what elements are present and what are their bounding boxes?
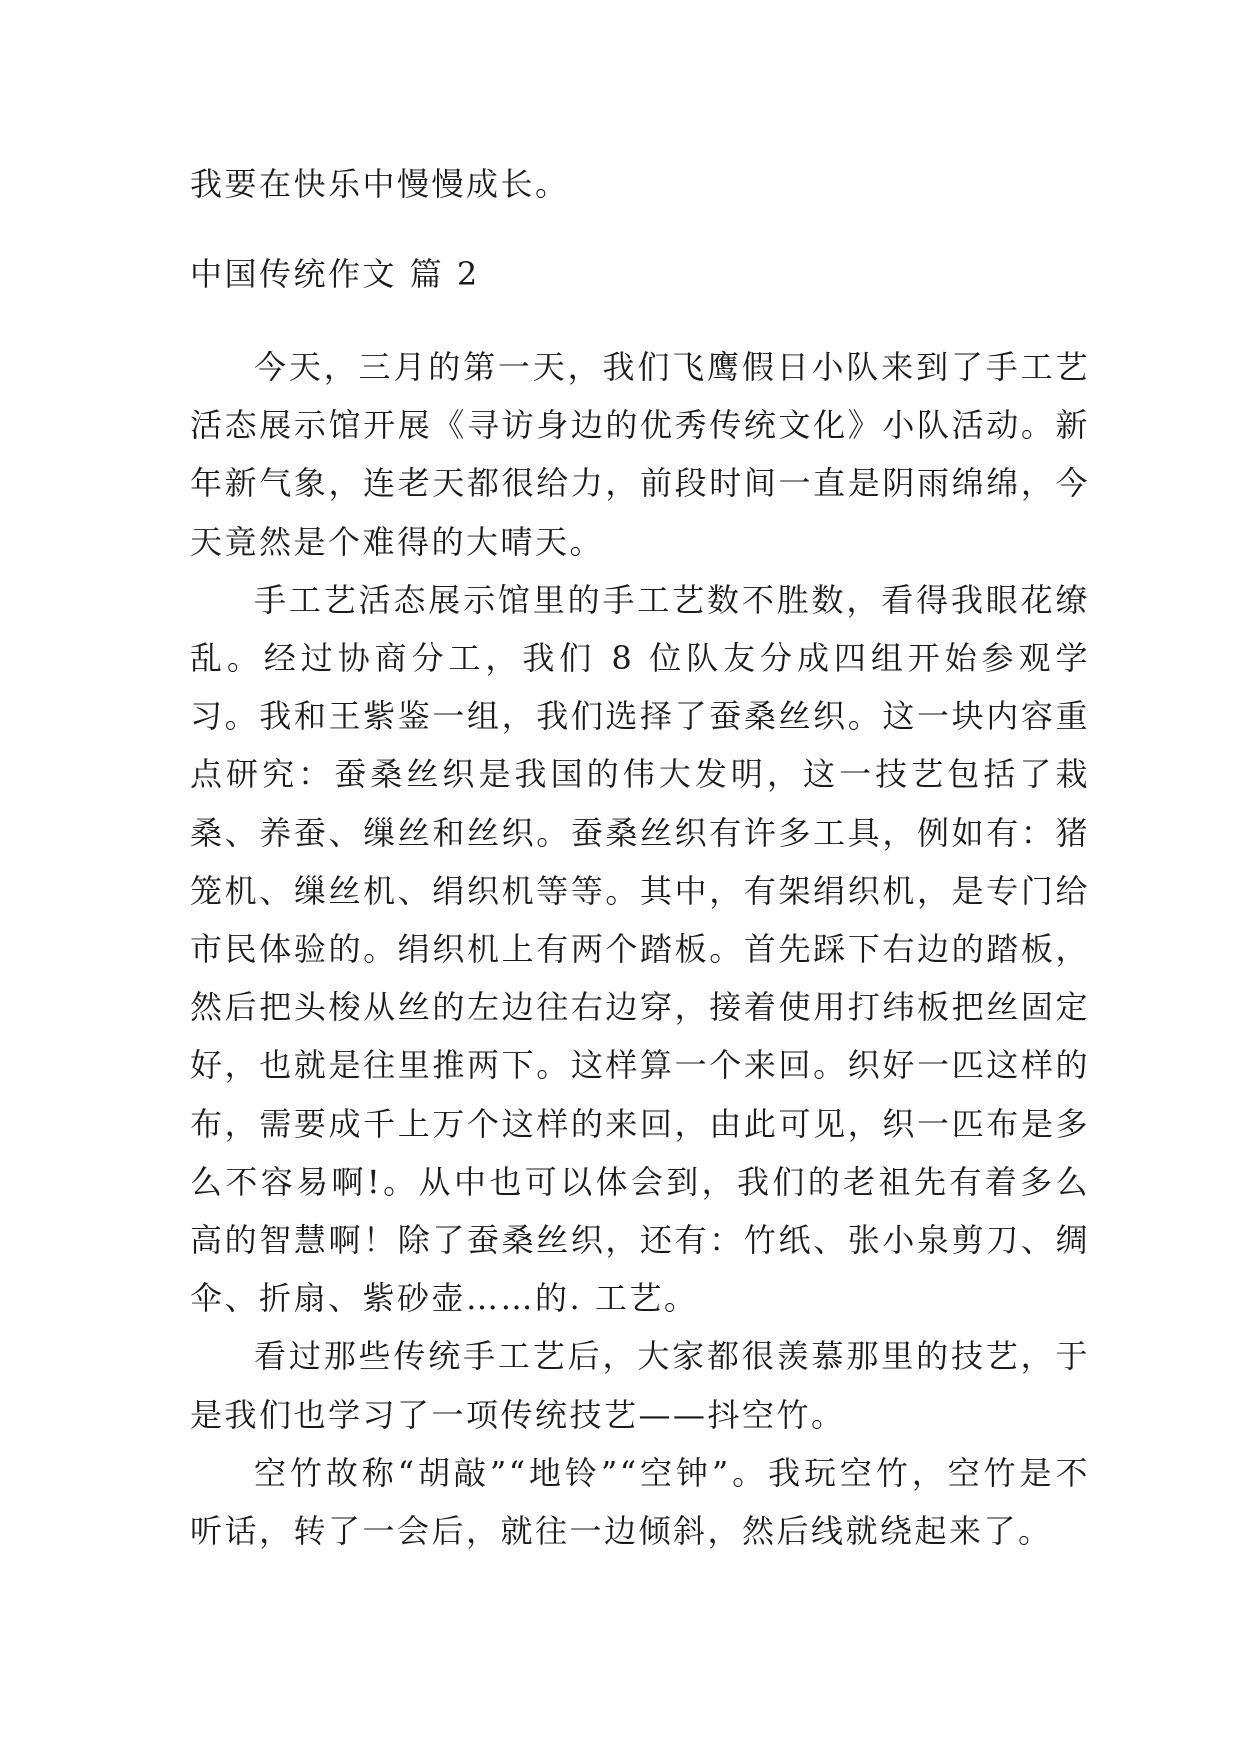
paragraph: 手工艺活态展示馆里的手工艺数不胜数，看得我眼花缭乱。经过协商分工，我们 8 位队友分成四组开始参观学习。我和王紫鉴一组，我们选择了蚕桑丝织。这一块内容重点研究：蚕桑丝织是我国的伟大发明，这一技艺包括了栽桑、养蚕、缫丝和丝织。蚕桑丝织有许多工具，例如有：猪笼机、缫丝机、绢织机等等。其中，有架绢织机，是专门给市民体验的。绢织机上有两个踏板。首先踩下右边的踏板，然后把头梭从丝的左边往右边穿，接着使用打纬板把丝固定好，也就是往里推两下。这样算一个来回。织好一匹这样的布，需要成千上万个这样的来回，由此可见，织一匹布是多么不容易啊!。从中也可以体会到，我们的老祖先有着多么高的智慧啊！除了蚕桑丝织，还有：竹纸、张小泉剪刀、绸伞、折扇、紫砂壶……的. 工艺。 — [190, 580, 1090, 1318]
opening-line: 我要在快乐中慢慢成长。 — [190, 165, 570, 203]
paragraph: 看过那些传统手工艺后，大家都很羡慕那里的技艺，于是我们也学习了一项传统技艺——抖空竹。 — [190, 1337, 1090, 1434]
article-body — [190, 338, 1090, 1560]
section-title: 中国传统作文 篇 2 — [190, 255, 480, 293]
paragraph: 空竹故称“胡敲”“地铃”“空钟”。我玩空竹，空竹是不听话，转了一会后，就往一边倾斜，然后线就绕起来了。 — [190, 1453, 1090, 1551]
paragraph: 今天，三月的第一天，我们飞鹰假日小队来到了手工艺活态展示馆开展《寻访身边的优秀传统文化》小队活动。新年新气象，连老天都很给力，前段时间一直是阴雨绵绵，今天竟然是个难得的大晴天。 — [190, 348, 1090, 561]
